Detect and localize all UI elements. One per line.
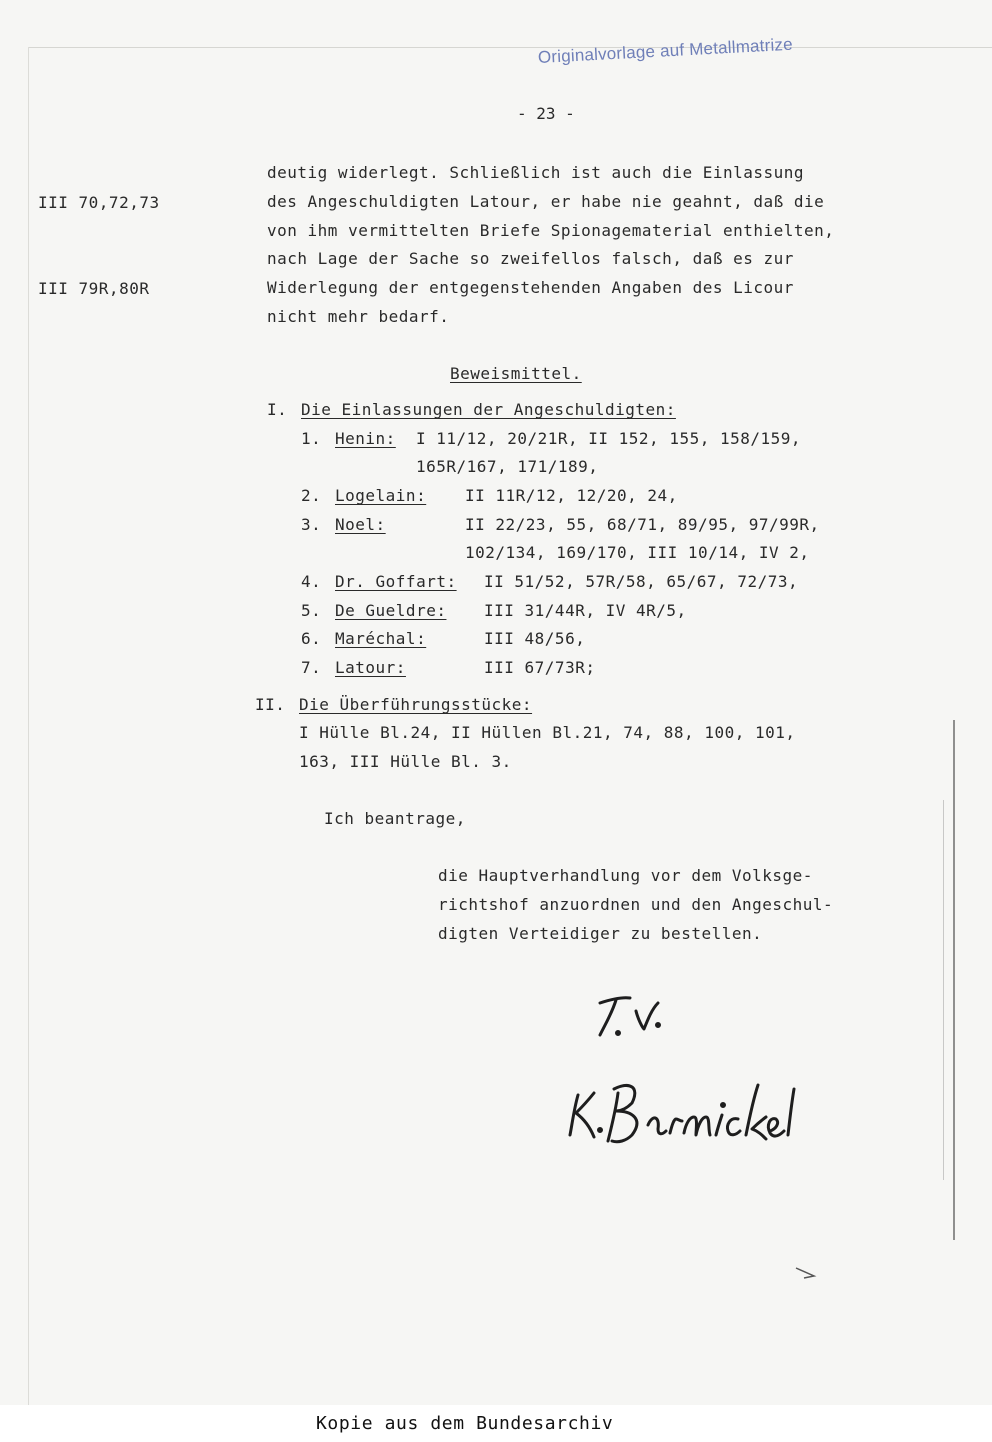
scan-mark (792, 1262, 822, 1282)
item-name: Logelain: (335, 486, 427, 505)
section-title: Die Überführungsstücke: (299, 695, 533, 714)
item-number: 4. (301, 572, 322, 591)
body-line: von ihm vermittelten Briefe Spionagematerial enthielten, (267, 221, 835, 240)
item-number: 5. (301, 601, 322, 620)
item-name: De Gueldre: (335, 601, 447, 620)
request-line: die Hauptverhandlung vor dem Volksge- (438, 866, 813, 885)
item-refs: 102/134, 169/170, III 10/14, IV 2, (465, 543, 810, 562)
page-edge-right-shadow (943, 800, 944, 1180)
item-refs: 165R/167, 171/189, (416, 457, 599, 476)
archive-stamp: Originalvorlage auf Metallmatrize (537, 34, 794, 67)
item-refs: II 51/52, 57R/58, 65/67, 72/73, (484, 572, 799, 591)
section-numeral: II. (255, 695, 286, 714)
body-line: Widerlegung der entgegenstehenden Angaben des Licour (267, 278, 794, 297)
evidence-heading: Beweismittel. (450, 364, 582, 383)
item-refs: II 11R/12, 12/20, 24, (465, 486, 678, 505)
item-name: Henin: (335, 429, 396, 448)
margin-note: III 79R,80R (38, 279, 150, 298)
item-name: Noel: (335, 515, 386, 534)
page-edge-right (953, 720, 955, 1240)
body-line: nicht mehr bedarf. (267, 307, 450, 326)
request-line: digten Verteidiger zu bestellen. (438, 924, 763, 943)
section-numeral: I. (267, 400, 288, 419)
item-refs: III 48/56, (484, 629, 586, 648)
handwritten-signature (560, 985, 800, 1165)
section-line: I Hülle Bl.24, II Hüllen Bl.21, 74, 88, 100, 101, (299, 723, 796, 742)
item-number: 6. (301, 629, 322, 648)
margin-note: III 70,72,73 (38, 193, 160, 212)
archive-footer: Kopie aus dem Bundesarchiv (316, 1413, 614, 1434)
request-line: richtshof anzuordnen und den Angeschul- (438, 895, 834, 914)
page-edge-left (28, 47, 29, 1405)
section-title: Die Einlassungen der Angeschuldigten: (301, 400, 676, 419)
item-name: Maréchal: (335, 629, 427, 648)
item-number: 7. (301, 658, 322, 677)
item-refs: III 67/73R; (484, 658, 596, 677)
item-refs: I 11/12, 20/21R, II 152, 155, 158/159, (416, 429, 802, 448)
body-line: nach Lage der Sache so zweifellos falsch, daß es zur (267, 249, 794, 268)
item-number: 1. (301, 429, 322, 448)
item-refs: III 31/44R, IV 4R/5, (484, 601, 687, 620)
page-number: - 23 - (517, 104, 575, 123)
item-number: 3. (301, 515, 322, 534)
body-line: deutig widerlegt. Schließlich ist auch die Einlassung (267, 163, 805, 182)
item-refs: II 22/23, 55, 68/71, 89/95, 97/99R, (465, 515, 820, 534)
item-number: 2. (301, 486, 322, 505)
item-name: Latour: (335, 658, 406, 677)
item-name: Dr. Goffart: (335, 572, 457, 591)
section-line: 163, III Hülle Bl. 3. (299, 752, 512, 771)
page-edge-top (28, 47, 992, 48)
body-line: des Angeschuldigten Latour, er habe nie geahnt, daß die (267, 192, 825, 211)
request-intro: Ich beantrage, (324, 809, 466, 828)
